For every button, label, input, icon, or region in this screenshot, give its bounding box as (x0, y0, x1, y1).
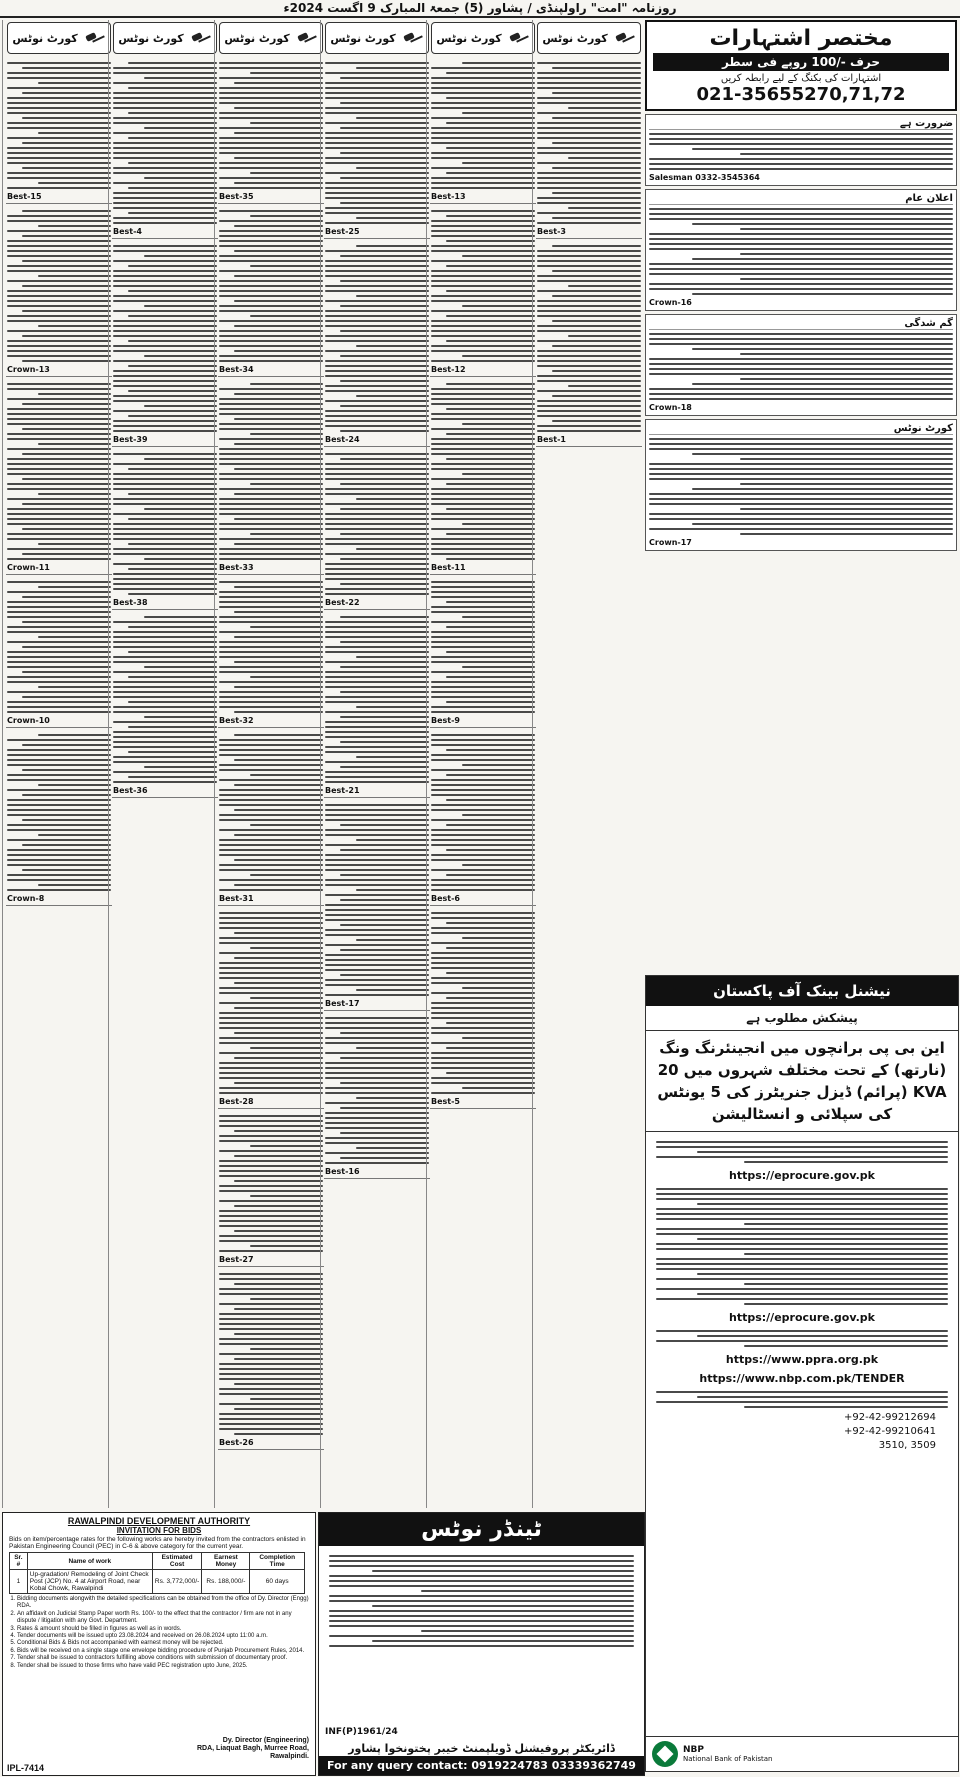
nbp-logo-label: NBP (683, 1745, 704, 1755)
notice-code: Best-6 (431, 894, 460, 903)
rda-time: 60 days (250, 1570, 305, 1594)
classified-ad (645, 189, 957, 311)
court-notice (112, 56, 218, 239)
column-heading (7, 22, 111, 54)
court-notice (430, 56, 536, 204)
table-header: Completion Time (250, 1553, 305, 1570)
rda-subtitle: INVITATION FOR BIDS (116, 1526, 202, 1535)
notice-column (320, 20, 433, 1508)
court-notice (218, 728, 324, 906)
tender-notice (318, 1512, 645, 1776)
nbp-body (646, 1132, 958, 1459)
classifieds-rate: حرف -/100 روپے فی سطر (653, 53, 949, 71)
notice-code: Best-22 (325, 598, 360, 607)
nbp-footer (646, 1736, 958, 1771)
gavel-icon (190, 31, 212, 45)
column-heading-text: کورٹ نوٹس (12, 31, 78, 45)
rda-clause: 7. Tender shall be issued to contractors fulfilling above conditions with submission of documentary proof. (17, 1655, 309, 1662)
court-notice (324, 798, 430, 1011)
court-notice (6, 204, 112, 377)
rda-intro: Bids on item/percentage rates for the following works are hereby invited from the contractors enlisted in Pakistan Engineering Council (PEC) in C-6 & above category for the current year. (9, 1536, 306, 1550)
rda-works-table (9, 1552, 305, 1594)
notice-code: Best-4 (113, 227, 142, 236)
nbp-lead: این بی پی برانچوں میں انجینئرنگ ونگ (نارتھ) کے تحت مختلف شہروں میں 20 KVA (پرائم) ڈیزل جنریٹرز کی 5 یونٹس کی سپلائی و انسٹالیشن (646, 1031, 958, 1132)
rda-clause: 6. Bids will be received on a single stage one envelope bidding procedure of Punjab Procurement Rules, 2014. (17, 1648, 309, 1655)
court-notice (324, 56, 430, 239)
notice-code: Best-26 (219, 1438, 254, 1447)
rda-clause: 3. Rates & amount should be filled in figures as well as in words. (17, 1626, 309, 1633)
table-row (10, 1570, 305, 1594)
notice-code: Best-27 (219, 1255, 254, 1264)
court-notice (218, 1267, 324, 1450)
court-notice (324, 239, 430, 447)
column-heading-text: کورٹ نوٹس (330, 31, 396, 45)
court-notice (324, 447, 430, 610)
notice-code: Best-24 (325, 435, 360, 444)
gavel-icon (402, 31, 424, 45)
notice-code: Crown-13 (7, 365, 50, 374)
notice-column (426, 20, 539, 1508)
rda-title: RAWALPINDI DEVELOPMENT AUTHORITY (67, 1516, 251, 1526)
nbp-url[interactable]: https://www.nbp.com.pk/TENDER (699, 1372, 905, 1385)
notice-code: Best-31 (219, 894, 254, 903)
nbp-subheader: پیشکش مطلوب ہے (646, 1006, 958, 1031)
notice-code: Best-35 (219, 192, 254, 201)
classified-ad-code: Crown-18 (649, 403, 692, 412)
tender-signatory: ڈائریکٹر پروفیشنل ڈویلپمنٹ خیبر پختونخوا پشاور (348, 1742, 615, 1755)
notice-code: Crown-10 (7, 716, 50, 725)
nbp-phone: 3510, 3509 (878, 1440, 936, 1451)
rda-clause: 1. Bidding documents alongwith the detailed specifications can be obtained from the office of Dy. Director (Engg) RDA. (17, 1596, 309, 1611)
classified-ad-heading: کورٹ نوٹس (649, 423, 953, 435)
rda-signature: Dy. Director (Engineering) RDA, Liaquat Bagh, Murree Road, Rawalpindi. (196, 1737, 309, 1760)
court-notice (218, 906, 324, 1109)
court-notice (112, 447, 218, 610)
classified-ad-heading: ضرورت ہے (649, 118, 953, 130)
rda-sr: 1 (10, 1570, 28, 1594)
tender-header: ٹینڈر نوٹس (319, 1513, 644, 1546)
classified-ad-code: Salesman 0332-3545364 (649, 173, 760, 182)
rda-clauses (17, 1596, 315, 1670)
court-notice (218, 575, 324, 728)
court-notice (112, 239, 218, 447)
notice-code: Best-28 (219, 1097, 254, 1106)
nbp-header: نیشنل بینک آف پاکستان (646, 976, 958, 1006)
tender-reference: INF(P)1961/24 (325, 1727, 398, 1737)
court-notice (6, 575, 112, 728)
notice-column (214, 20, 327, 1508)
notice-code: Best-36 (113, 786, 148, 795)
court-notice (324, 610, 430, 798)
gavel-icon (614, 31, 636, 45)
nbp-url[interactable]: https://eprocure.gov.pk (728, 1169, 875, 1182)
nbp-phone: +92-42-99210641 (844, 1426, 936, 1437)
classifieds-title: مختصر اشتہارات (709, 26, 893, 51)
table-header: Earnest Money (202, 1553, 250, 1570)
notice-code: Best-11 (431, 563, 466, 572)
notice-code: Crown-8 (7, 894, 45, 903)
nbp-logo-icon (652, 1741, 678, 1767)
notice-code: Best-39 (113, 435, 148, 444)
notice-code: Best-17 (325, 999, 360, 1008)
newspaper-masthead: روزنامہ "امت" راولپنڈی / پشاور (5) جمعۃ المبارک 9 اگست 2024ء (0, 0, 960, 18)
rda-clause: 8. Tender shall be issued to those firms who have valid PEC registration upto June, 2025. (17, 1663, 309, 1670)
tender-contact: For any query contact: 0919224783 03339362749 (319, 1756, 644, 1775)
classified-ad (645, 314, 957, 416)
rda-invitation-for-bids (2, 1512, 316, 1776)
column-heading-text: کورٹ نوٹس (436, 31, 502, 45)
notice-code: Best-33 (219, 563, 254, 572)
column-heading (431, 22, 535, 54)
column-heading-text: کورٹ نوٹس (224, 31, 290, 45)
court-notice (324, 1011, 430, 1179)
notice-code: Crown-11 (7, 563, 50, 572)
classifieds-panel (645, 20, 957, 551)
court-notice (218, 204, 324, 377)
rda-earnest: Rs. 188,000/- (202, 1570, 250, 1594)
classified-ad (645, 419, 957, 551)
nbp-logo-caption: National Bank of Pakistan (683, 1755, 773, 1763)
notice-column (532, 20, 645, 1508)
rda-cost: Rs. 3,772,000/- (152, 1570, 202, 1594)
column-heading (537, 22, 641, 54)
classified-ad-code: Crown-16 (649, 298, 692, 307)
nbp-phone: +92-42-99212694 (844, 1412, 936, 1423)
classified-ad (645, 114, 957, 186)
rda-ipl-number: IPL-7414 (7, 1763, 45, 1773)
classified-ad-heading: گم شدگی (649, 318, 953, 330)
table-header: Sr. # (10, 1553, 28, 1570)
notice-code: Best-25 (325, 227, 360, 236)
notice-code: Best-3 (537, 227, 566, 236)
notice-code: Best-21 (325, 786, 360, 795)
tender-body (319, 1546, 644, 1656)
classifieds-booking-text: اشتہارات کی بکنگ کے لیے رابطہ کریں (720, 73, 882, 84)
rda-work: Up-gradation/ Remodeling of Joint Check Post (JCP) No. 4 at Airport Road, near Kobal Chowk, Rawalpindi (27, 1570, 152, 1594)
notice-code: Best-1 (537, 435, 566, 444)
court-notice (218, 56, 324, 204)
column-heading (325, 22, 429, 54)
classified-ad-heading: اعلان عام (649, 193, 953, 205)
notice-code: Best-5 (431, 1097, 460, 1106)
classifieds-header (645, 20, 957, 111)
court-notice (430, 575, 536, 728)
column-heading-text: کورٹ نوٹس (118, 31, 184, 45)
classifieds-phone: 021-35655270,71,72 (696, 84, 906, 105)
table-header: Estimated Cost (152, 1553, 202, 1570)
notice-code: Best-9 (431, 716, 460, 725)
column-heading-text: کورٹ نوٹس (542, 31, 608, 45)
court-notice (6, 728, 112, 906)
court-notice (218, 377, 324, 575)
court-notice (536, 239, 642, 447)
rda-clause: 4. Tender documents will be issued upto 23.08.2024 and received on 26.08.2024 upto 11:00 a.m. (17, 1633, 309, 1640)
court-notice (6, 56, 112, 204)
court-notice (430, 377, 536, 575)
column-heading (113, 22, 217, 54)
column-heading (219, 22, 323, 54)
table-header: Name of work (27, 1553, 152, 1570)
court-notice (6, 377, 112, 575)
court-notice (218, 1109, 324, 1267)
notice-code: Best-15 (7, 192, 42, 201)
court-notice (430, 204, 536, 377)
notice-code: Best-38 (113, 598, 148, 607)
notice-column (108, 20, 221, 1508)
notice-code: Best-32 (219, 716, 254, 725)
nbp-ad (645, 975, 959, 1772)
court-notice (430, 728, 536, 906)
classified-ad-code: Crown-17 (649, 538, 692, 547)
notice-code: Best-12 (431, 365, 466, 374)
court-notice (112, 610, 218, 798)
gavel-icon (84, 31, 106, 45)
court-notice (430, 906, 536, 1109)
notice-code: Best-13 (431, 192, 466, 201)
rda-clause: 5. Conditional Bids & Bids not accompanied with earnest money will be rejected. (17, 1640, 309, 1647)
court-notice (536, 56, 642, 239)
nbp-url[interactable]: https://www.ppra.org.pk (725, 1353, 879, 1366)
notice-column (2, 20, 115, 1508)
rda-clause: 2. An affidavit on Judicial Stamp Paper worth Rs. 100/- to the effect that the contractor / firm are not in any dispute / litigation with any Govt. Department. (17, 1611, 309, 1626)
gavel-icon (296, 31, 318, 45)
nbp-url[interactable]: https://eprocure.gov.pk (728, 1311, 875, 1324)
notice-code: Best-34 (219, 365, 254, 374)
gavel-icon (508, 31, 530, 45)
notice-code: Best-16 (325, 1167, 360, 1176)
